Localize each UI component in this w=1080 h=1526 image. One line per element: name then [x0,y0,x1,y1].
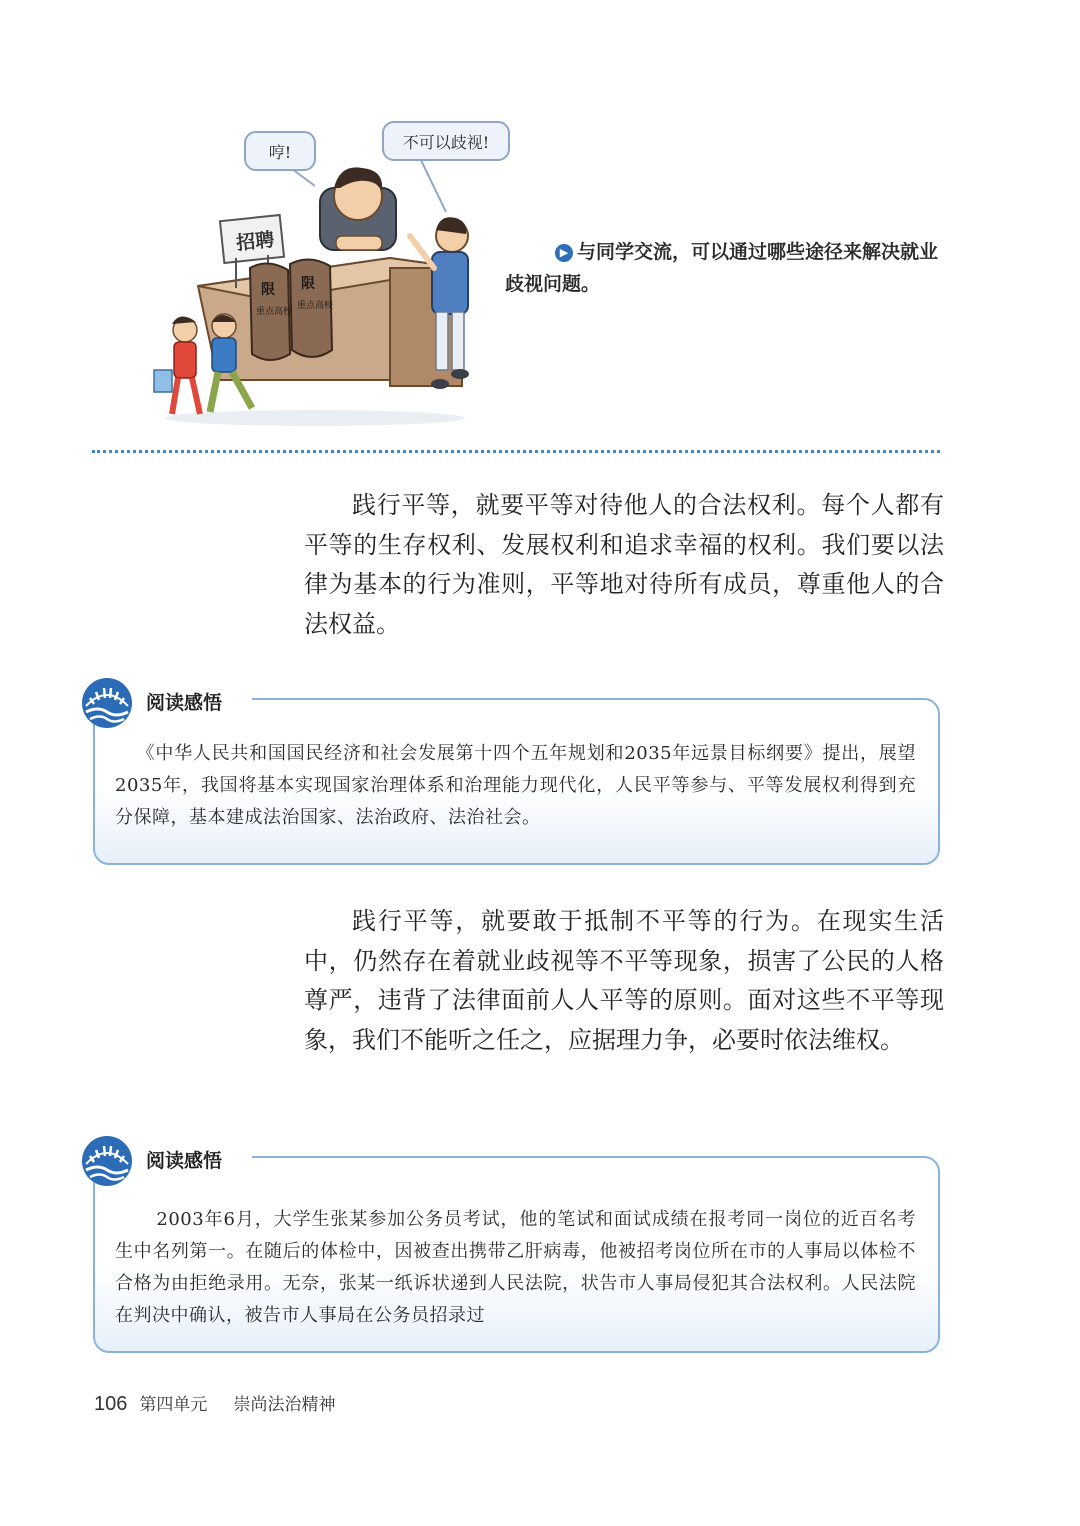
discussion-prompt [505,236,945,300]
interviewer-figure [320,167,396,250]
footer-chapter: 崇尚法治精神 [233,1395,336,1415]
reading-box-2-text: 2003年6月，大学生张某参加公务员考试，他的笔试和面试成绩在报考同一岗位的近百名考生中名列第一。在随后的体检中，因被查出携带乙肝病毒，他被招考岗位所在市的人事局以体检不合格为由拒绝录用。无奈，张某一纸诉状递到人民法院，状告市人事局侵犯其合法权利。人民法院在判决中确认，被告市人事局在公务员招录过 [115,1209,916,1326]
reading-box-1-text: 《中华人民共和国国民经济和社会发展第十四个五年规划和2035年远景目标纲要》提出，展望2035年，我国将基本实现国家治理体系和治理能力现代化，人民平等参与、平等发展权利得到充分保障，基本建成法治国家、法治政府、法治社会。 [115,743,916,828]
page-footer [94,1390,335,1416]
boot-sub-left: 重点高校 [256,307,293,317]
dotted-divider [92,450,940,453]
speech-bubble-left-text: 哼! [268,142,292,162]
employment-discrimination-illustration [140,118,490,428]
boot-label-left: 限 [261,282,275,298]
body-paragraph-1: 践行平等，就要平等对待他人的合法权利。每个人都有平等的生存权利、发展权利和追求幸福的权利。我们要以法律为基本的行为准则，平等地对待所有成员，尊重他人的合法权益。 [304,491,944,638]
reading-title-1: 阅读感悟 [146,688,230,715]
footer-unit: 第四单元 [139,1395,208,1415]
body-paragraph-2: 践行平等，就要敢于抵制不平等的行为。在现实生活中，仍然存在着就业歧视等不平等现象，损害了公民的人格尊严，违背了法律面前人人平等的原则。面对这些不平等现象，我们不能听之任之，应据理力争，必要时依法维权。 [304,907,944,1054]
boot-sub-right: 重点高校 [297,301,334,311]
boot-label-right: 限 [301,276,315,292]
reading-logo-icon [80,676,134,730]
speech-bubble-right-text: 不可以歧视! [402,132,490,152]
arrow-bullet-icon: ▶ [555,244,573,262]
reading-header-1 [80,676,260,726]
reading-box-2 [93,1156,940,1353]
reading-logo-icon [80,1134,134,1188]
page-number: 106 [94,1393,128,1415]
speech-bubble-right [382,121,510,161]
discussion-prompt-text: 与同学交流，可以通过哪些途径来解决就业歧视问题。 [505,241,939,295]
reading-header-2 [80,1134,260,1184]
speech-bubble-left [244,131,316,171]
reading-title-2: 阅读感悟 [146,1146,230,1173]
restriction-boots [250,259,334,360]
sign-text: 招聘 [235,228,276,255]
